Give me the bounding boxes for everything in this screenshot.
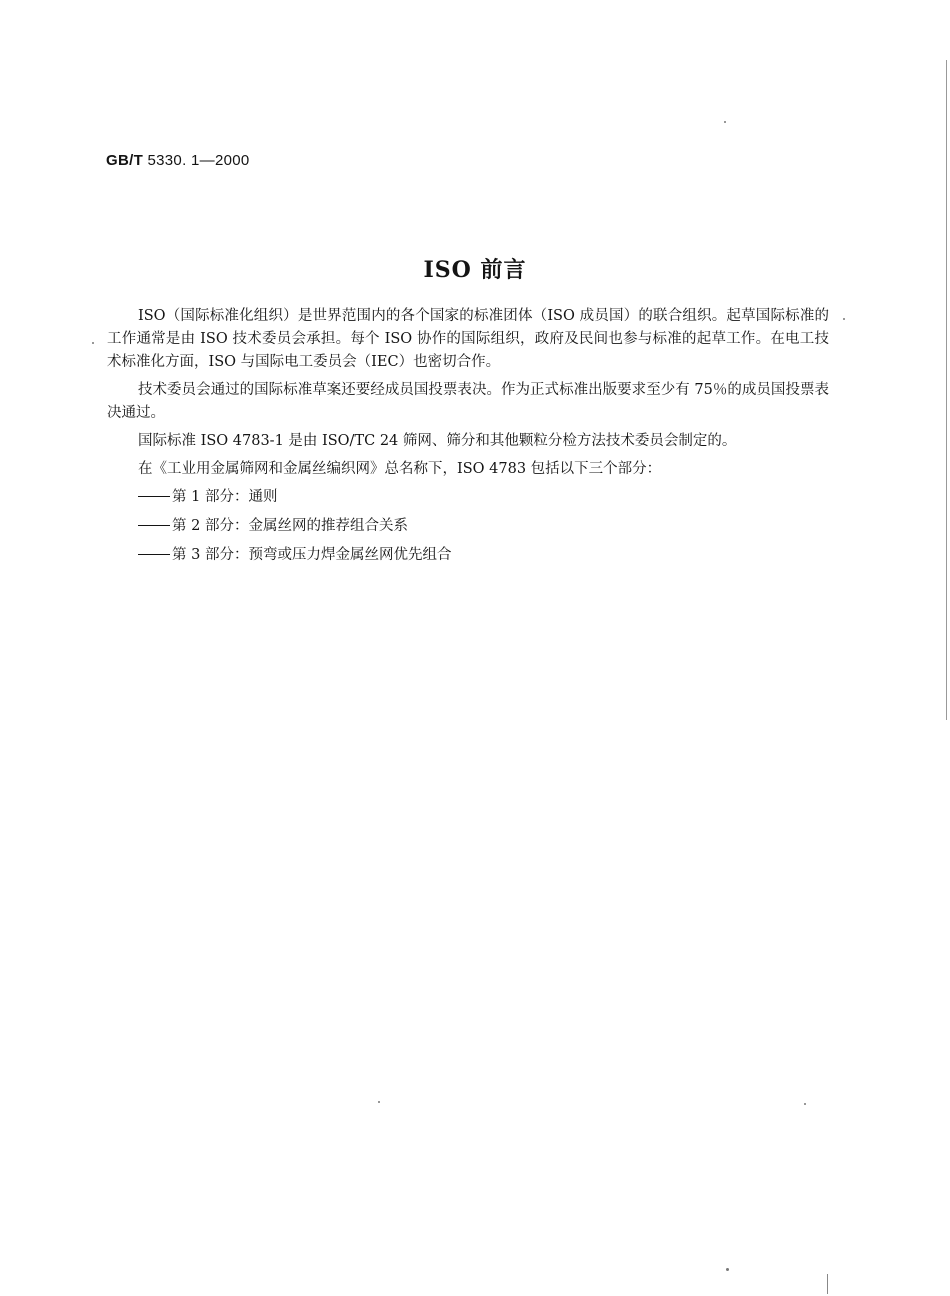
dash-mark bbox=[138, 525, 170, 526]
standard-code-prefix: GB/T bbox=[106, 152, 144, 169]
list-item bbox=[107, 544, 829, 567]
scan-speck bbox=[843, 318, 845, 320]
list-item-text: 第 1 部分：通则 bbox=[172, 489, 278, 505]
scan-speck bbox=[92, 342, 94, 344]
scan-speck bbox=[726, 1268, 729, 1271]
scan-speck bbox=[724, 121, 726, 123]
document-body bbox=[107, 305, 829, 573]
scan-speck bbox=[804, 1103, 806, 1105]
list-item bbox=[107, 515, 829, 538]
list-item-text: 第 2 部分：金属丝网的推荐组合关系 bbox=[172, 518, 408, 534]
paragraph: 在《工业用金属筛网和金属丝编织网》总名称下，ISO 4783 包括以下三个部分： bbox=[138, 461, 662, 477]
scan-edge-tick bbox=[827, 1274, 828, 1294]
scan-speck bbox=[378, 1101, 380, 1103]
list-item-text: 第 3 部分：预弯或压力焊金属丝网优先组合 bbox=[172, 547, 452, 563]
standard-code-number: 5330. 1—2000 bbox=[143, 152, 250, 169]
standard-code bbox=[106, 152, 250, 169]
scan-edge-line bbox=[946, 60, 947, 720]
dash-mark bbox=[138, 554, 170, 555]
dash-mark bbox=[138, 496, 170, 497]
list-item bbox=[107, 486, 829, 509]
paragraph: ISO（国际标准化组织）是世界范围内的各个国家的标准团体（ISO 成员国）的联合组织。起草国际标准的工作通常是由 ISO 技术委员会承担。每个 ISO 协作的国际组织，政府及民间也参与标准的起草工作。在电工技术标准化方面，ISO 与国际电工委员会（IEC）也密切合作。 bbox=[107, 308, 829, 370]
paragraph: 技术委员会通过的国际标准草案还要经成员国投票表决。作为正式标准出版要求至少有 75％的成员国投票表决通过。 bbox=[107, 382, 829, 421]
page-title: ISO 前言 bbox=[423, 257, 527, 283]
paragraph: 国际标准 ISO 4783-1 是由 ISO/TC 24 筛网、筛分和其他颗粒分检方法技术委员会制定的。 bbox=[138, 433, 737, 449]
